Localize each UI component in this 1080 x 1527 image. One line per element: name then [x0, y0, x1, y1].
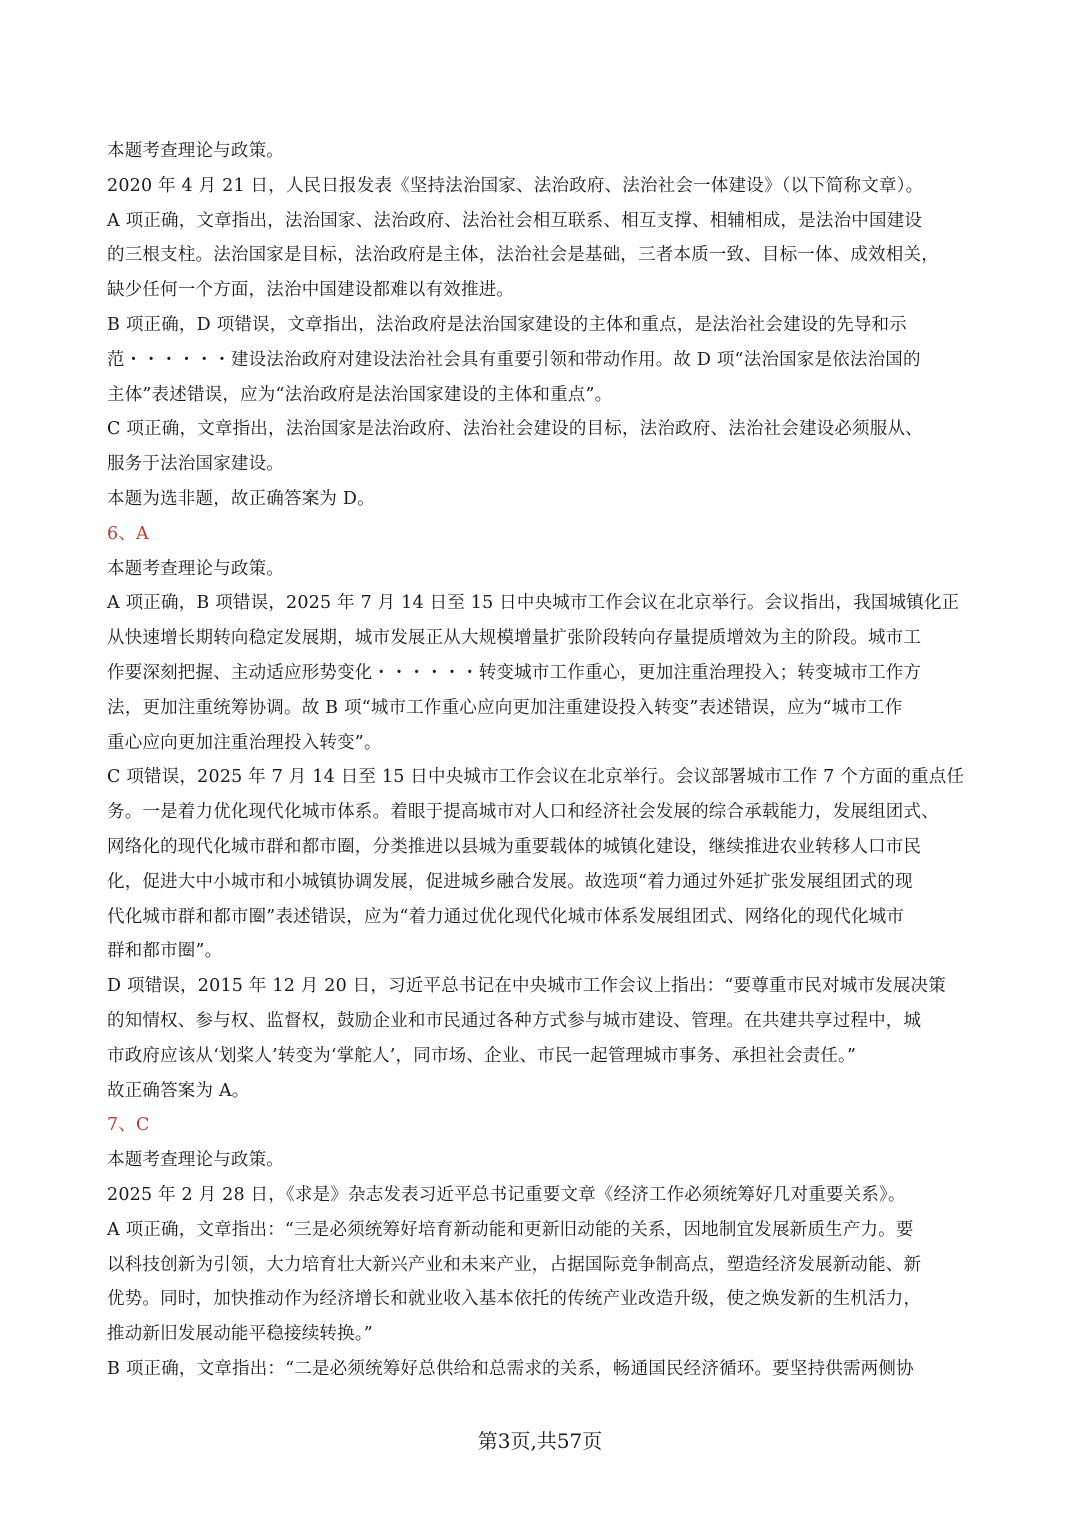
explanation-paragraph [107, 760, 979, 969]
text-line: 的知情权、参与权、监督权，鼓励企业和市民通过各种方式参与城市建设、管理。在共建共享过程中，城 [107, 1010, 922, 1031]
explanation-paragraph [107, 1178, 979, 1213]
text-line: A 项正确，文章指出：“三是必须统筹好培育新动能和更新旧动能的关系，因地制宜发展新质生产力。要 [107, 1219, 914, 1240]
explanation-paragraph [107, 1352, 979, 1387]
page-number-footer: 第3页,共57页 [477, 1429, 603, 1453]
question-answer-heading [107, 1108, 979, 1143]
text-line: 本题为选非题，故正确答案为 D。 [107, 488, 375, 509]
text-line: 的三根支柱。法治国家是目标，法治政府是主体，法治社会是基础，三者本质一致、目标一体、成效相关， [107, 245, 939, 266]
explanation-paragraph [107, 969, 979, 1073]
text-line: 推动新旧发展动能平稳接续转换。” [107, 1324, 373, 1345]
explanation-paragraph [107, 1143, 979, 1178]
question-answer-heading [107, 517, 979, 552]
text-line: 市政府应该从‘划桨人’转变为‘掌舵人’，同市场、企业、市民一起管理城市事务、承担社会责任。” [107, 1045, 857, 1066]
explanation-paragraph [107, 1074, 979, 1109]
text-line: 6、A [107, 523, 149, 544]
explanation-paragraph [107, 134, 979, 169]
explanation-paragraph [107, 586, 979, 760]
text-line: 本题考查理论与政策。 [107, 1150, 284, 1171]
text-line: 重心应向更加注重治理投入转变”。 [107, 732, 382, 753]
text-line: 群和都市圈”。 [107, 941, 223, 962]
text-line: B 项正确，文章指出：“二是必须统筹好总供给和总需求的关系，畅通国民经济循环。要坚持供需两侧协 [107, 1358, 914, 1379]
explanation-paragraph [107, 412, 979, 482]
text-line: 化，促进大中小城市和小城镇协调发展，促进城乡融合发展。故选项“着力通过外延扩张发展组团式的现 [107, 871, 913, 892]
text-line: 代化城市群和都市圈”表述错误，应为“着力通过优化现代化城市体系发展组团式、网络化的现代化城市 [107, 906, 905, 927]
explanation-paragraph [107, 552, 979, 587]
explanation-paragraph [107, 204, 979, 308]
text-line: C 项错误，2025 年 7 月 14 日至 15 日中央城市工作会议在北京举行。会议部署城市工作 7 个方面的重点任 [107, 767, 965, 788]
text-line: 范・・・・・・建设法治政府对建设法治社会具有重要引领和带动作用。故 D 项“法治国家是依法治国的 [107, 349, 921, 370]
text-line: 2025 年 2 月 28 日，《求是》杂志发表习近平总书记重要文章《经济工作必须统筹好几对重要关系》。 [107, 1184, 906, 1205]
text-line: C 项正确，文章指出，法治国家是法治政府、法治社会建设的目标，法治政府、法治社会建设必须服从、 [107, 419, 923, 440]
text-line: 本题考查理论与政策。 [107, 558, 284, 579]
text-line: 故正确答案为 A。 [107, 1080, 250, 1101]
text-line: 从快速增长期转向稳定发展期，城市发展正从大规模增量扩张阶段转向存量提质增效为主的阶段。城市工 [107, 628, 922, 649]
text-line: 作要深刻把握、主动适应形势变化・・・・・・转变城市工作重心，更加注重治理投入；转变城市工作方 [107, 662, 922, 683]
text-line: 服务于法治国家建设。 [107, 454, 284, 475]
text-line: 7、C [107, 1115, 150, 1136]
text-line: 本题考查理论与政策。 [107, 141, 284, 161]
text-line: B 项正确，D 项错误，文章指出，法治政府是法治国家建设的主体和重点，是法治社会建设的先导和示 [107, 314, 907, 335]
text-line: 务。一是着力优化现代化城市体系。着眼于提高城市对人口和经济社会发展的综合承载能力，发展组团式、 [107, 802, 939, 823]
text-line: A 项正确，文章指出，法治国家、法治政府、法治社会相互联系、相互支撑、相辅相成，是法治中国建设 [107, 210, 923, 231]
text-line: D 项错误，2015 年 12 月 20 日，习近平总书记在中央城市工作会议上指出：“要尊重市民对城市发展决策 [107, 976, 946, 997]
text-line: 以科技创新为引领，大力培育壮大新兴产业和未来产业，占据国际竞争制高点，塑造经济发展新动能、新 [107, 1254, 922, 1275]
explanation-paragraph [107, 1213, 979, 1352]
explanation-paragraph [107, 482, 979, 517]
text-line: A 项正确，B 项错误，2025 年 7 月 14 日至 15 日中央城市工作会议在北京举行。会议指出，我国城镇化正 [107, 593, 960, 614]
text-line: 主体”表述错误，应为“法治政府是法治国家建设的主体和重点”。 [107, 384, 613, 405]
explanation-paragraph [107, 308, 979, 412]
text-line: 2020 年 4 月 21 日，人民日报发表《坚持法治国家、法治政府、法治社会一体建设》（以下简称文章）。 [107, 175, 924, 196]
text-line: 缺少任何一个方面，法治中国建设都难以有效推进。 [107, 280, 515, 301]
text-line: 法，更加注重统筹协调。故 B 项“城市工作重心应向更加注重建设投入转变”表述错误，应为“城市工作 [107, 697, 903, 718]
answer-explanation-body [107, 134, 979, 1387]
explanation-paragraph [107, 169, 979, 204]
text-line: 优势。同时，加快推动作为经济增长和就业收入基本依托的传统产业改造升级，使之焕发新的生机活力， [107, 1289, 922, 1310]
text-line: 网络化的现代化城市群和都市圈，分类推进以县城为重要载体的城镇化建设，继续推进农业转移人口市民 [107, 836, 922, 857]
